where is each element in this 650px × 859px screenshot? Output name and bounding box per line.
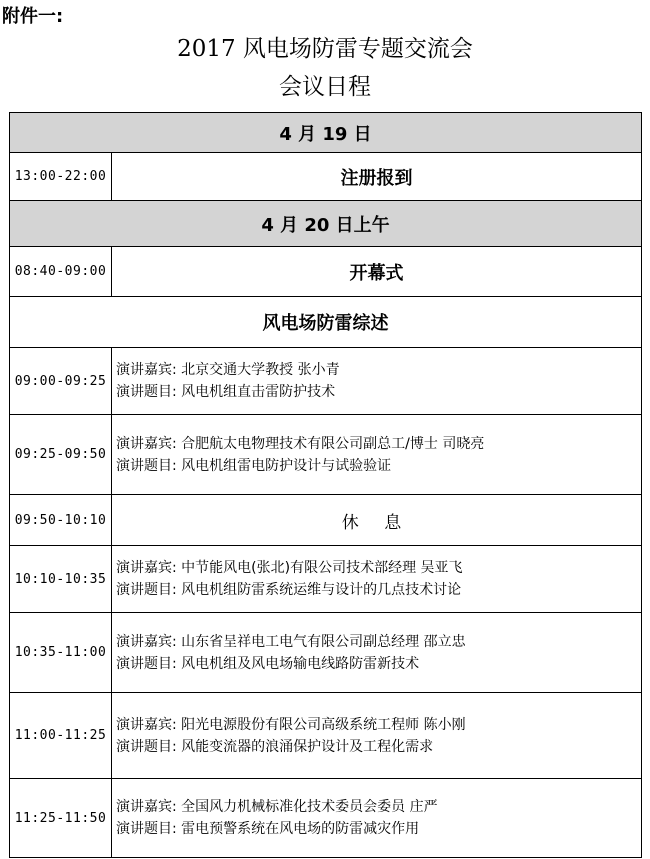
time-cell: 09:50-10:10 bbox=[10, 495, 112, 546]
time-cell: 13:00-22:00 bbox=[10, 153, 112, 201]
talk-cell bbox=[112, 693, 642, 779]
section-header: 风电场防雷综述 bbox=[10, 297, 642, 348]
topic-line: 演讲题目: 风能变流器的浪涌保护设计及工程化需求 bbox=[116, 738, 434, 755]
day-header-row bbox=[10, 113, 642, 153]
speaker-line: 演讲嘉宾: 北京交通大学教授 张小青 bbox=[116, 362, 340, 378]
time-cell: 08:40-09:00 bbox=[10, 247, 112, 297]
talk-cell bbox=[112, 348, 642, 415]
time-cell: 10:35-11:00 bbox=[10, 613, 112, 693]
talk-row bbox=[10, 613, 642, 693]
speaker-line: 演讲嘉宾: 中节能风电(张北)有限公司技术部经理 吴亚飞 bbox=[116, 560, 463, 576]
talk-cell bbox=[112, 546, 642, 613]
schedule-row bbox=[10, 247, 642, 297]
event-cell: 注册报到 bbox=[112, 153, 642, 201]
speaker-line: 演讲嘉宾: 合肥航太电物理技术有限公司副总工/博士 司晓亮 bbox=[116, 435, 485, 452]
time-cell: 09:25-09:50 bbox=[10, 415, 112, 495]
time-cell: 09:00-09:25 bbox=[10, 348, 112, 415]
schedule-table bbox=[9, 112, 642, 858]
talk-cell bbox=[112, 613, 642, 693]
talk-cell bbox=[112, 415, 642, 495]
day-header: 4 月 19 日 bbox=[10, 113, 642, 153]
attachment-label: 附件一: bbox=[2, 6, 64, 27]
talk-row bbox=[10, 693, 642, 779]
break-cell: 休 息 bbox=[112, 495, 642, 546]
section-header-row bbox=[10, 297, 642, 348]
time-cell: 10:10-10:35 bbox=[10, 546, 112, 613]
talk-cell bbox=[112, 779, 642, 858]
time-cell: 11:00-11:25 bbox=[10, 693, 112, 779]
event-cell: 开幕式 bbox=[112, 247, 642, 297]
page-title: 2017 风电场防雷专题交流会 bbox=[177, 36, 473, 62]
talk-row bbox=[10, 546, 642, 613]
topic-line: 演讲题目: 雷电预警系统在风电场的防雷减灾作用 bbox=[116, 821, 420, 837]
topic-line: 演讲题目: 风电机组防雷系统运维与设计的几点技术讨论 bbox=[116, 582, 462, 598]
day-header: 4 月 20 日上午 bbox=[10, 201, 642, 247]
day-header-row bbox=[10, 201, 642, 247]
speaker-line: 演讲嘉宾: 阳光电源股份有限公司高级系统工程师 陈小刚 bbox=[116, 716, 466, 733]
schedule-row bbox=[10, 153, 642, 201]
time-cell: 11:25-11:50 bbox=[10, 779, 112, 858]
talk-row bbox=[10, 415, 642, 495]
speaker-line: 演讲嘉宾: 山东省呈祥电工电气有限公司副总经理 邵立忠 bbox=[116, 633, 466, 650]
topic-line: 演讲题目: 风电机组雷电防护设计与试验验证 bbox=[116, 457, 392, 474]
topic-line: 演讲题目: 风电机组直击雷防护技术 bbox=[116, 384, 336, 400]
page-subtitle: 会议日程 bbox=[279, 74, 371, 100]
talk-row bbox=[10, 348, 642, 415]
break-row bbox=[10, 495, 642, 546]
speaker-line: 演讲嘉宾: 全国风力机械标准化技术委员会委员 庄严 bbox=[116, 799, 438, 815]
topic-line: 演讲题目: 风电机组及风电场输电线路防雷新技术 bbox=[116, 655, 420, 672]
talk-row bbox=[10, 779, 642, 858]
